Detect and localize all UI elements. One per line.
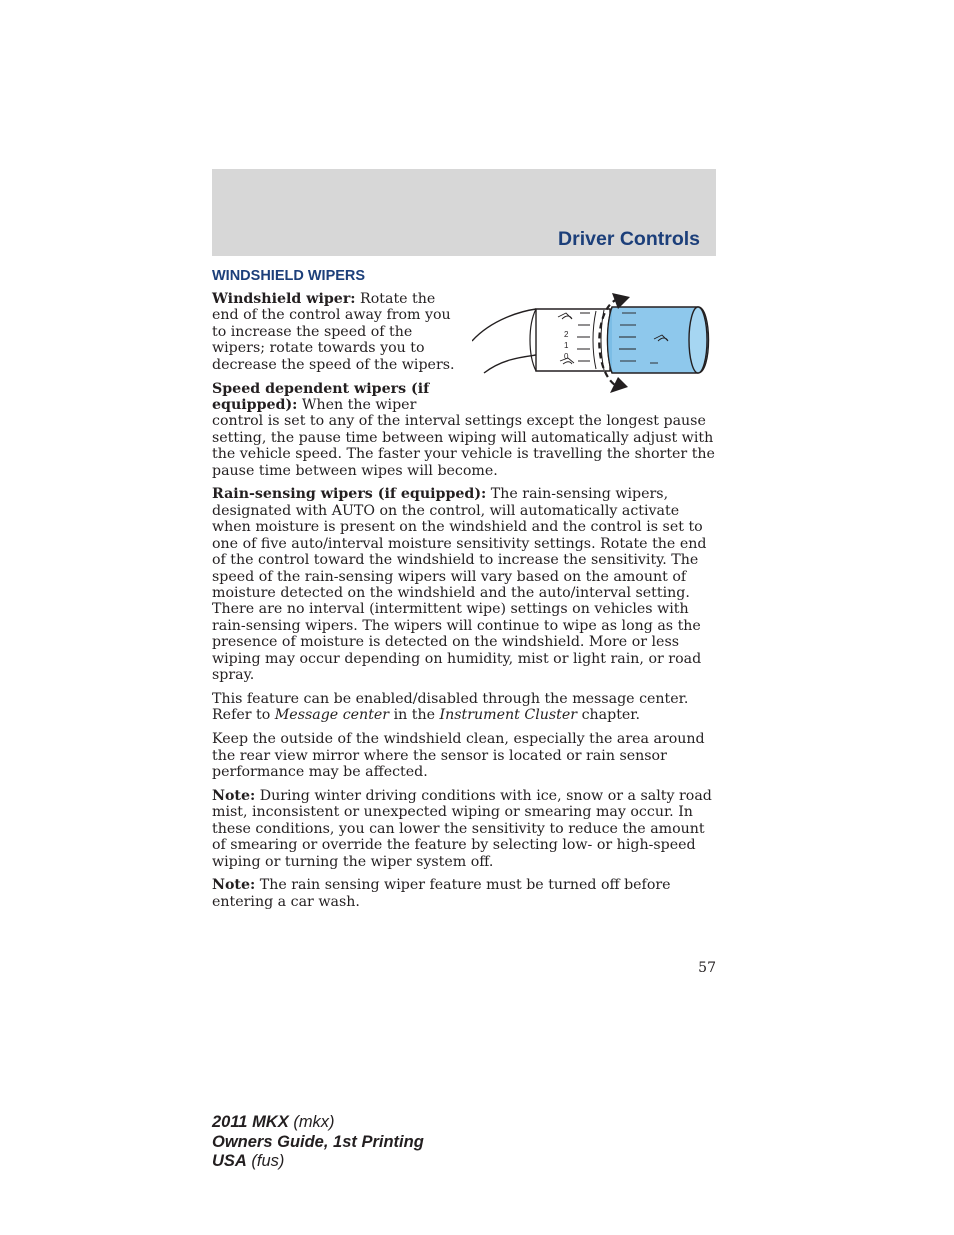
page-number: 57 (698, 960, 716, 976)
paragraph-message-center: This feature can be enabled/disabled through the message center. Refer to Message center in the Instrument Cluster chapter. (212, 690, 689, 724)
paragraph-rain-sensing: Rain-sensing wipers (if equipped): The rain-sensing wipers, designated with AUTO on the control, will automatically activate when moisture is present on the windshield and the control is set to one of five auto/interval moisture sensitivity settings. Rotate the end of the control toward the windshield to increase the sensitivity. The speed of the rain-sensing wipers will vary based on the amount of moisture detected on the windshield and the auto/interval setting. There are no interval (intermittent wipe) settings on vehicles with rain-sensing wipers. The wipers will continue to wipe as long as the presence of moisture is detected on the windshield. More or less wiping may occur depending on humidity, mist or light rain, or road spray. (212, 486, 707, 683)
paragraph-label: Note: (212, 787, 256, 804)
footer (212, 1113, 424, 1172)
paragraph-keep-clean: Keep the outside of the windshield clean, especially the area around the rear view mirror where the sensor is located or rain sensor performance may be affected. (212, 731, 705, 780)
section-heading: WINDSHIELD WIPERS (212, 268, 366, 284)
paragraph-label: Speed dependent wipers (if equipped): (212, 380, 430, 413)
paragraph-label: Rain-sensing wipers (if equipped): (212, 486, 487, 503)
stalk-label-0: 0 (564, 352, 569, 361)
arrow-head-bottom (610, 377, 628, 393)
paragraph-label: Windshield wiper: (212, 291, 356, 307)
header-band (212, 169, 716, 256)
wiper-stalk-illustration (472, 289, 720, 403)
footer-line-guide: Owners Guide, 1st Printing (212, 1132, 424, 1151)
footer-line-market: USA (fus) (212, 1152, 285, 1170)
reference-message-center: Message center (274, 707, 390, 724)
reference-instrument-cluster: Instrument Cluster (439, 707, 578, 724)
paragraph-windshield-wiper: Windshield wiper: Rotate the end of the control away from you to increase the speed of the wipers; rotate towards you to decrease the speed of the wipers. (212, 291, 455, 373)
footer-line-model: 2011 MKX (mkx) (212, 1113, 335, 1131)
stalk-label-1: 1 (564, 341, 569, 350)
chapter-title: Driver Controls (558, 228, 700, 250)
paragraph-note-winter: Note: During winter driving conditions with ice, snow or a salty road mist, inconsistent or unexpected wiping or smearing may occur. In these conditions, you can lower the sensitivity to reduce the amount of smearing or override the feature by selecting low- or high-speed wiping or turning the wiper system off. (212, 787, 712, 870)
stalk-label-2: 2 (564, 330, 569, 339)
paragraph-label: Note: (212, 877, 256, 894)
body-text (212, 291, 717, 918)
paragraph-speed-dependent: Speed dependent wipers (if equipped): When the wiper control is set to any of the interval settings except the longest pause setting, the pause time between wiping will automatically adjust with the vehicle speed. The faster your vehicle is travelling the shorter the pause time between wipes will become. (212, 380, 715, 479)
paragraph-note-car-wash: Note: The rain sensing wiper feature must be turned off before entering a car wash. (212, 877, 671, 910)
